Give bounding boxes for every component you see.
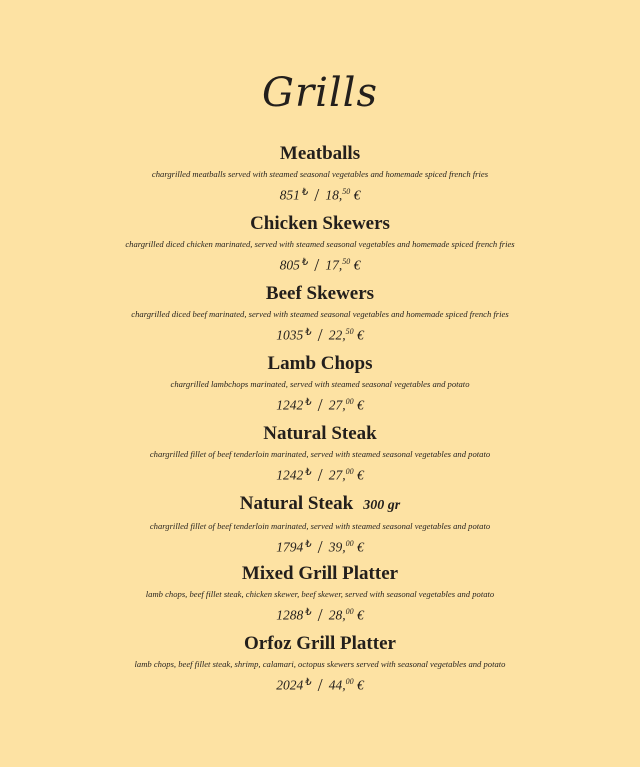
price-eur-cents: 00 — [345, 677, 354, 686]
price-eur-cents: 50 — [345, 327, 354, 336]
price-eur: 27, — [328, 397, 346, 413]
item-price: 2024 ₺ / 44,00 € — [276, 674, 364, 695]
euro-symbol: € — [356, 539, 364, 555]
menu-item — [0, 283, 640, 353]
price-try: 1242 — [276, 397, 304, 413]
lira-symbol: ₺ — [305, 538, 312, 550]
price-eur: 39, — [328, 539, 346, 555]
item-price: 1035 ₺ / 22,50 € — [276, 324, 364, 345]
price-eur: 18, — [325, 187, 343, 203]
lira-symbol: ₺ — [305, 326, 312, 338]
menu-title: Grills — [262, 70, 378, 116]
menu-item — [0, 423, 640, 493]
price-eur: 28, — [328, 607, 346, 623]
item-description: chargrilled fillet of beef tenderloin marinated, served with steamed seasonal vegetables and potato — [149, 521, 491, 531]
item-description: chargrilled meatballs served with steamed seasonal vegetables and homemade spiced french fries — [151, 169, 489, 179]
item-name: Mixed Grill Platter — [241, 563, 399, 584]
price-try: 2024 — [276, 677, 304, 693]
price-try: 851 — [279, 187, 300, 203]
price-eur-cents: 00 — [345, 467, 354, 476]
price-eur-cents: 00 — [345, 607, 354, 616]
euro-symbol: € — [356, 467, 364, 483]
menu-items — [0, 143, 640, 703]
item-name: Lamb Chops — [267, 353, 373, 374]
price-try: 1288 — [276, 607, 304, 623]
price-eur: 17, — [325, 257, 343, 273]
menu-item — [0, 633, 640, 703]
price-eur: 22, — [328, 327, 346, 343]
price-try: 1242 — [276, 467, 304, 483]
item-description: chargrilled lambchops marinated, served with steamed seasonal vegetables and potato — [170, 379, 470, 389]
menu-item — [0, 213, 640, 283]
item-description: lamb chops, beef fillet steak, chicken skewer, beef skewer, served with seasonal vegetables and potato — [145, 589, 495, 599]
item-description: lamb chops, beef fillet steak, shrimp, calamari, octopus skewers served with seasonal vegetables and potato — [134, 659, 506, 669]
item-description: chargrilled diced chicken marinated, served with steamed seasonal vegetables and homemade spiced french fries — [125, 239, 515, 249]
price-eur: 27, — [328, 467, 346, 483]
price-eur-cents: 00 — [345, 397, 354, 406]
euro-symbol: € — [356, 397, 364, 413]
lira-symbol: ₺ — [305, 606, 312, 618]
price-try: 805 — [279, 257, 300, 273]
item-name: Beef Skewers — [265, 283, 375, 304]
menu-item — [0, 493, 640, 563]
item-name: Meatballs — [279, 143, 361, 164]
item-price: 851 ₺ / 18,50 € — [279, 184, 361, 205]
item-price: 1794 ₺ / 39,00 € — [276, 536, 364, 557]
item-description: chargrilled diced beef marinated, served with steamed seasonal vegetables and homemade spiced french fries — [131, 309, 509, 319]
item-name: Natural Steak — [239, 493, 354, 514]
item-name: Orfoz Grill Platter — [244, 633, 396, 654]
price-eur-cents: 50 — [342, 257, 351, 266]
euro-symbol: € — [353, 257, 361, 273]
item-price: 1288 ₺ / 28,00 € — [276, 604, 364, 625]
price-eur-cents: 50 — [342, 187, 351, 196]
item-price: 1242 ₺ / 27,00 € — [276, 394, 364, 415]
item-name: Natural Steak — [263, 423, 377, 444]
euro-symbol: € — [353, 187, 361, 203]
price-eur-cents: 00 — [345, 539, 354, 548]
menu-item — [0, 143, 640, 213]
menu-item — [0, 563, 640, 633]
item-description: chargrilled fillet of beef tenderloin marinated, served with steamed seasonal vegetables and potato — [149, 449, 491, 459]
euro-symbol: € — [356, 677, 364, 693]
lira-symbol: ₺ — [305, 466, 312, 478]
price-try: 1035 — [276, 327, 304, 343]
item-price: 1242 ₺ / 27,00 € — [276, 464, 364, 485]
menu-item — [0, 353, 640, 423]
price-try: 1794 — [276, 539, 304, 555]
price-eur: 44, — [328, 677, 346, 693]
lira-symbol: ₺ — [305, 676, 312, 688]
euro-symbol: € — [356, 607, 364, 623]
item-name: Chicken Skewers — [250, 213, 390, 234]
item-weight: 300 gr — [363, 498, 401, 513]
lira-symbol: ₺ — [305, 396, 312, 408]
item-price: 805 ₺ / 17,50 € — [279, 254, 361, 275]
euro-symbol: € — [356, 327, 364, 343]
lira-symbol: ₺ — [301, 186, 309, 198]
lira-symbol: ₺ — [301, 256, 309, 268]
